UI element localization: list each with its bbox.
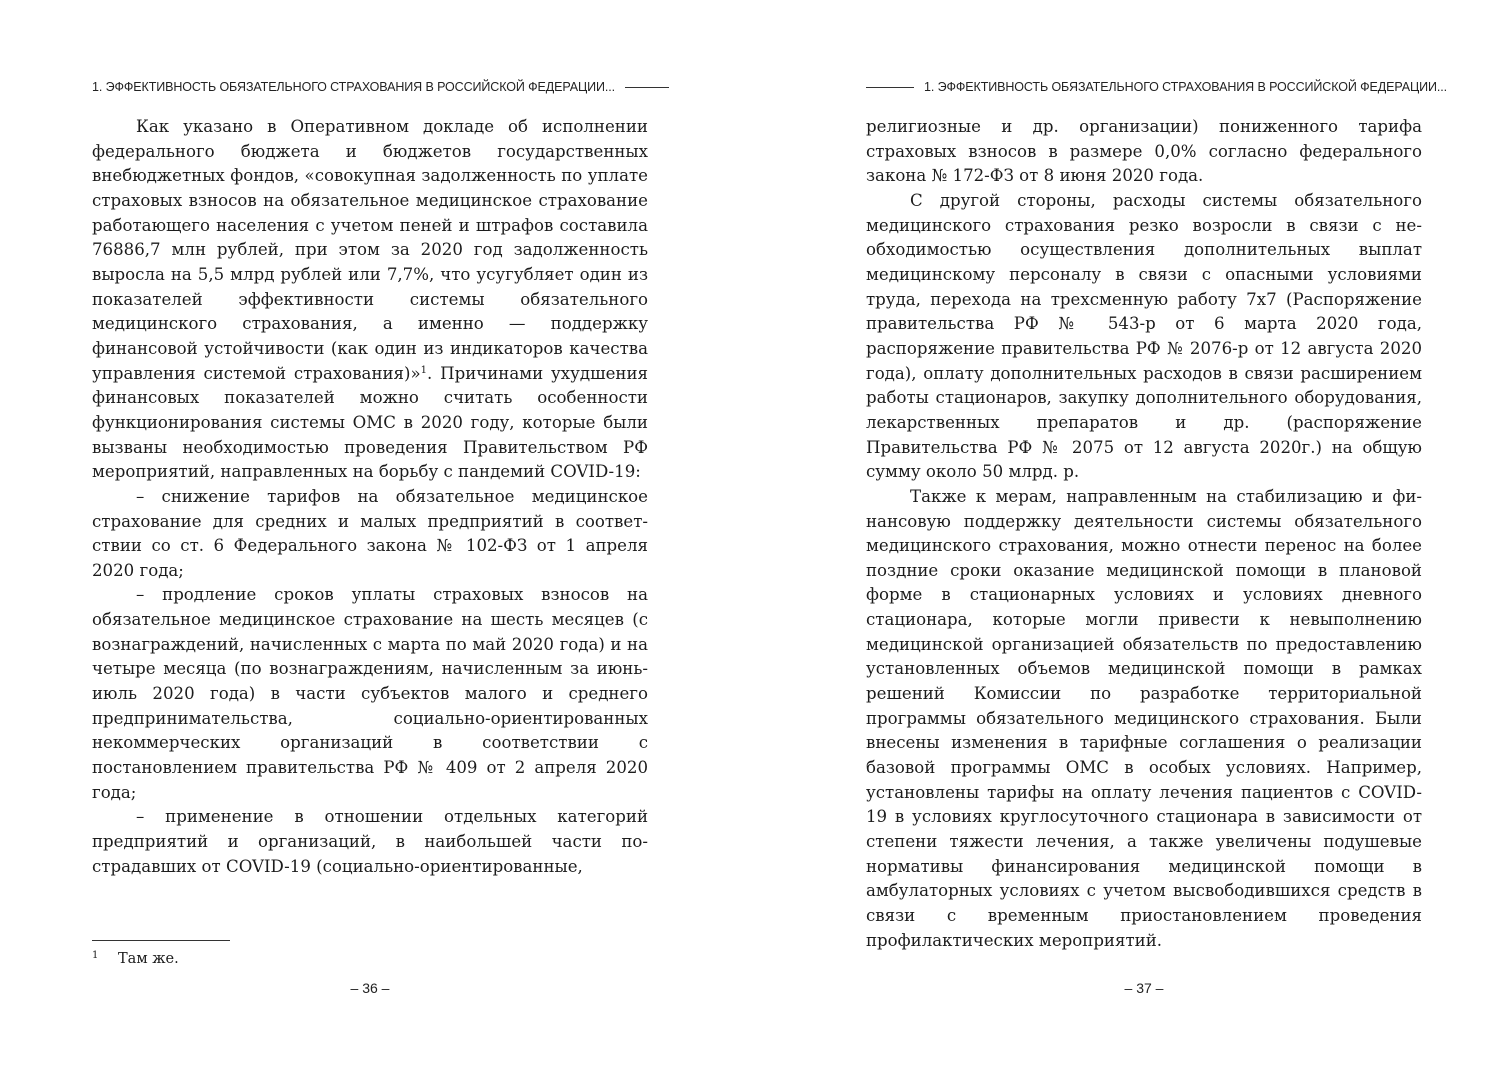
left-body-text bbox=[92, 115, 648, 879]
footnote bbox=[92, 946, 648, 969]
right-body-text bbox=[866, 115, 1422, 953]
left-paragraph-1-tail: . Причинами ухудшения финансовых показателей можно считать особенности функционирования системы ОМС в 2020 году, которые были вызваны необходимостью проведения Правительством РФ мероприятий, направленных на борьбу с пандемий COVID-19: bbox=[92, 363, 648, 482]
right-running-head bbox=[866, 80, 1448, 94]
right-page-number: – 37 – bbox=[1124, 980, 1164, 996]
right-running-head-rule bbox=[866, 87, 914, 88]
footnote-reference[interactable]: 1 bbox=[420, 364, 428, 376]
left-paragraph-1 bbox=[92, 115, 648, 485]
left-page bbox=[92, 0, 648, 1080]
left-page-number: – 36 – bbox=[350, 980, 390, 996]
left-paragraph-2: – снижение тарифов на обязательное медицинское страхование для средних и малых предприятий в соответствии со ст. 6 Федерального закона № 102-ФЗ от 1 апреля 2020 года; bbox=[92, 486, 648, 580]
right-paragraph-2: С другой стороны, расходы системы обязательного медицинского страхования резко возросли в связи с необходимостью осуществления дополнительных выплат медицинскому персоналу в связи с опасными условиями труда, перехода на трехсменную работу 7х7 (Распоряжение правительства РФ № 543-р от 6 марта 2020 года, распоряжение правительства РФ № 2076-р от 12 августа 2020 года), оплату дополнительных расходов в связи расширением работы стационаров, закупку дополнительного оборудования, лекарственных препаратов и др. (распоряжение Правительства РФ № 2075 от 12 августа 2020г.) на общую сумму около 50 млрд. р. bbox=[866, 190, 1422, 482]
left-running-head-rule bbox=[625, 87, 669, 88]
right-page bbox=[866, 0, 1448, 1080]
right-paragraph-3: Также к мерам, направленным на стабилизацию и финансовую поддержку деятельности системы обязательного медицинского страхования, можно отнести перенос на более поздние сроки оказание медицинской помощи в плановой форме в стационарных условиях и условиях дневного стационара, которые могли привести к невыполнению медицинской организацией обязательств по предоставлению установленных объемов медицинской помощи в рамках решений Комиссии по разработке территориальной программы обязательного медицинского страхования. Были внесены изменения в тарифные соглашения о реализации базовой программы ОМС в особых условиях. Например, установлены тарифы на оплату лечения пациентов с COVID-19 в условиях круглосуточного стационара в зависимости от степени тяжести лечения, а также увеличены подушевые нормативы финансирования медицинской помощи в амбулаторных условиях с учетом высвободившихся средств в связи с временным приостановлением проведения профилактических мероприятий. bbox=[866, 486, 1422, 950]
right-running-head-text: 1. ЭФФЕКТИВНОСТЬ ОБЯЗАТЕЛЬНОГО СТРАХОВАНИЯ В РОССИЙСКОЙ ФЕДЕРАЦИИ... bbox=[924, 80, 1448, 94]
footnote-separator bbox=[92, 940, 230, 941]
left-paragraph-3: – продление сроков уплаты страховых взносов на обязательное медицинское страхование на шесть месяцев (с вознаграждений, начисленных с марта по май 2020 года) и на четыре месяца (по вознаграждениям, начисленным за июнь-июль 2020 года) в части субъектов малого и среднего предпринимательства, социально-ориентированных некоммерческих организаций в соответствии с постановлением правительства РФ № 409 от 2 апреля 2020 года; bbox=[92, 585, 648, 802]
left-paragraph-1-text: Как указано в Оперативном докладе об исполнении федерального бюджета и бюджетов государственных внебюджетных фондов, «совокупная задолженность по уплате страховых взносов на обязательное медицинское страхование работающего населения с учетом пеней и штрафов составила 76886,7 млн рублей, при этом за 2020 год задолженность выросла на 5,5 млрд рублей или 7,7%, что усугубляет один из показателей эффективности системы обязательного медицинского страхования, а именно — поддержку финансовой устойчивости (как один из индикаторов качества управления системой страхования)» bbox=[92, 117, 648, 383]
left-running-head-text: 1. ЭФФЕКТИВНОСТЬ ОБЯЗАТЕЛЬНОГО СТРАХОВАНИЯ В РОССИЙСКОЙ ФЕДЕРАЦИИ... bbox=[92, 80, 616, 94]
footnote-number: 1 bbox=[92, 950, 99, 961]
right-paragraph-1: религиозные и др. организации) пониженного тарифа страховых взносов в размере 0,0% согласно федерального закона № 172-ФЗ от 8 июня 2020 года. bbox=[866, 117, 1422, 186]
left-paragraph-4: – применение в отношении отдельных категорий предприятий и организаций, в наибольшей части пострадавших от COVID-19 (социально-ориентированные, bbox=[92, 807, 648, 876]
left-running-head bbox=[92, 80, 648, 94]
footnote-text: Там же. bbox=[118, 951, 179, 967]
